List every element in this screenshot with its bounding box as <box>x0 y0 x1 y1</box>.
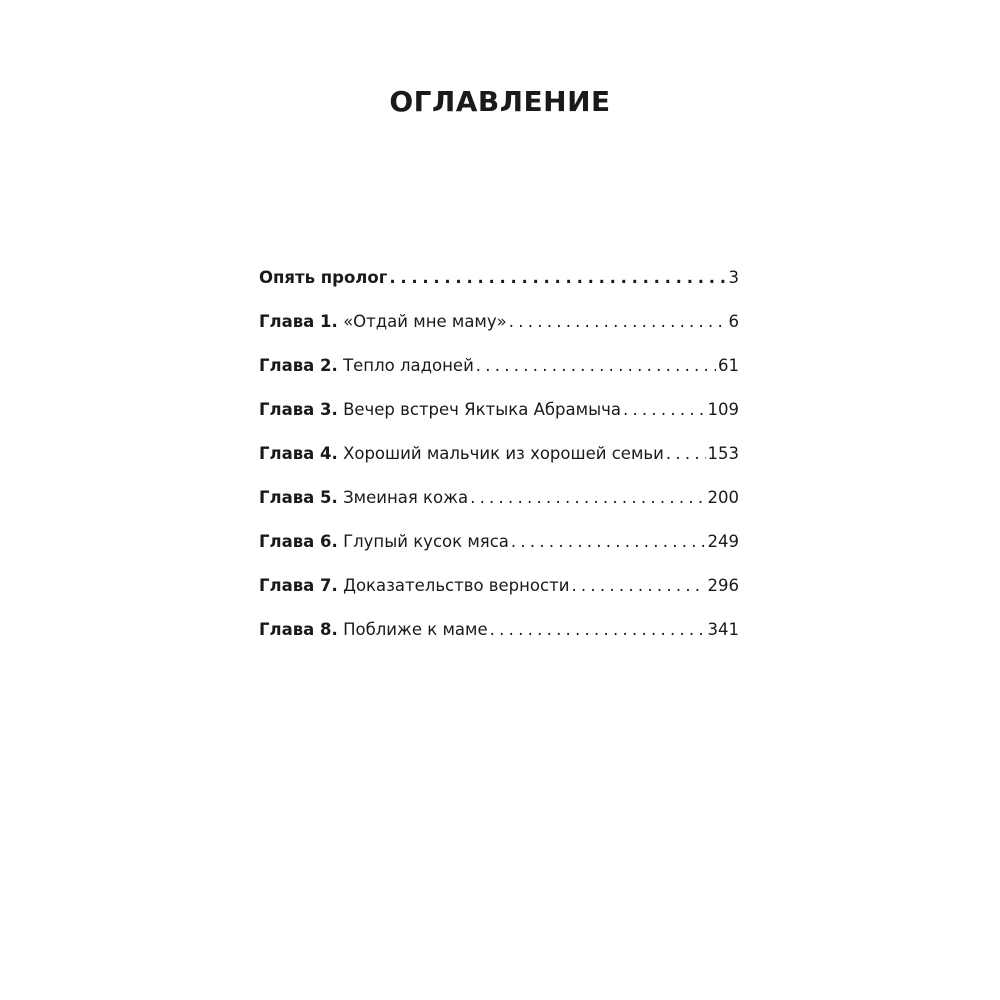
toc-entry-number: Глава 6. <box>259 532 338 551</box>
toc-entry-label <box>259 441 664 467</box>
dot-leader <box>490 617 706 643</box>
toc-entry-page: 6 <box>728 312 739 331</box>
dot-leader <box>511 529 706 555</box>
toc-entry-page: 61 <box>718 356 739 375</box>
dot-leader <box>666 441 706 467</box>
dot-leader <box>389 265 726 291</box>
toc-entry-label <box>259 265 387 291</box>
table-of-contents <box>259 265 739 661</box>
toc-entry-label <box>259 397 621 423</box>
dot-leader <box>476 353 716 379</box>
toc-entry-number: Глава 4. <box>259 444 338 463</box>
dot-leader <box>571 573 705 599</box>
toc-entry-page: 296 <box>707 576 739 595</box>
dot-leader <box>470 485 705 511</box>
toc-entry-chapter-6[interactable] <box>259 529 739 573</box>
toc-entry-title: Глупый кусок мяса <box>343 532 509 551</box>
toc-entry-chapter-1[interactable] <box>259 309 739 353</box>
toc-entry-title: «Отдай мне маму» <box>343 312 507 331</box>
toc-entry-number: Глава 3. <box>259 400 338 419</box>
toc-entry-title: Опять пролог <box>259 268 388 287</box>
toc-entry-number: Глава 1. <box>259 312 338 331</box>
toc-entry-page: 3 <box>728 268 739 287</box>
toc-entry-chapter-5[interactable] <box>259 485 739 529</box>
toc-entry-title: Вечер встреч Яктыка Абрамыча <box>343 400 621 419</box>
toc-entry-page: 341 <box>707 620 739 639</box>
toc-entry-chapter-7[interactable] <box>259 573 739 617</box>
toc-entry-title: Хороший мальчик из хорошей семьи <box>343 444 664 463</box>
dot-leader <box>623 397 706 423</box>
toc-entry-label <box>259 529 509 555</box>
toc-entry-chapter-4[interactable] <box>259 441 739 485</box>
toc-entry-title: Змеиная кожа <box>343 488 469 507</box>
toc-entry-number: Глава 2. <box>259 356 338 375</box>
toc-entry-page: 249 <box>707 532 739 551</box>
toc-entry-prologue[interactable] <box>259 265 739 309</box>
page-title: ОГЛАВЛЕНИЕ <box>389 85 611 118</box>
toc-entry-number: Глава 5. <box>259 488 338 507</box>
toc-entry-title: Доказательство верности <box>343 576 570 595</box>
toc-entry-label <box>259 309 507 335</box>
toc-entry-title: Тепло ладоней <box>343 356 474 375</box>
toc-entry-page: 153 <box>707 444 739 463</box>
dot-leader <box>509 309 727 335</box>
toc-entry-title: Поближе к маме <box>343 620 488 639</box>
toc-entry-page: 200 <box>707 488 739 507</box>
toc-entry-chapter-8[interactable] <box>259 617 739 661</box>
toc-entry-number: Глава 7. <box>259 576 338 595</box>
toc-entry-chapter-2[interactable] <box>259 353 739 397</box>
toc-entry-number: Глава 8. <box>259 620 338 639</box>
toc-entry-chapter-3[interactable] <box>259 397 739 441</box>
toc-entry-label <box>259 617 488 643</box>
toc-entry-label <box>259 353 474 379</box>
toc-entry-label <box>259 573 569 599</box>
toc-entry-label <box>259 485 468 511</box>
toc-entry-page: 109 <box>707 400 739 419</box>
